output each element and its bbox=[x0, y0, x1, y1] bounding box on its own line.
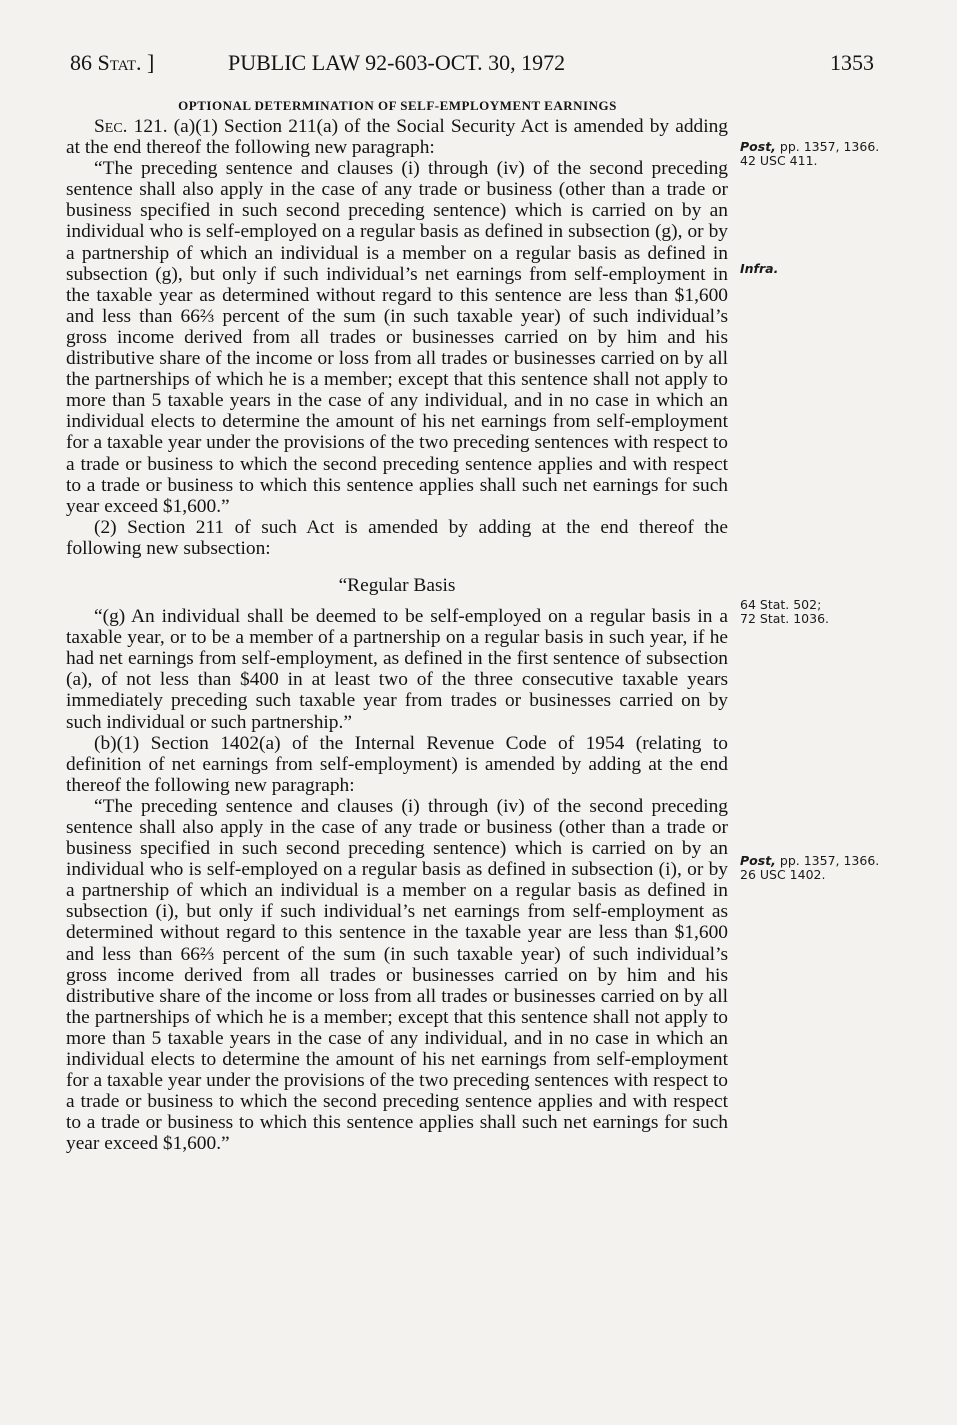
margin-note-stat-line1: 64 Stat. 502; bbox=[740, 597, 822, 612]
margin-note-post-label-2: Post, bbox=[740, 853, 776, 868]
paragraph-amendment-a: “The preceding sentence and clauses (i) through (iv) of the second preceding sentence shall also apply in the case of any trade or business (other than a trade or business specified in such second preceding sentence) which is carried on by an individual who is self-employed on a regular basis as defined in subsection (g), or by a partnership of which an individual is a member on a regular basis as defined in subsection (g), but only if such individual’s net earnings from self-employment in the taxable year as determined without regard to this sentence are less than $1,600 and less than 66⅔ percent of the sum (in such taxable year) of such individual’s gross income derived from all trades or businesses carried on by him and his distributive share of the income or loss from all trades or businesses carried on by all the partnerships of which he is a member; except that this sentence shall not apply to more than 5 taxable years in the case of any individual, and in no case in which an individual elects to determine the amount of his net earnings from self-employment for a taxable year under the provisions of the two preceding sentences with respect to a trade or business to which the second preceding sentence applies and with respect to a trade or business to which this sentence applies shall such net earnings for such year exceed $1,600.” bbox=[66, 158, 728, 517]
main-text bbox=[66, 116, 728, 1155]
margin-note-pages-2: pp. 1357, 1366. bbox=[775, 853, 880, 868]
paragraph-section-211: (2) Section 211 of such Act is amended by adding at the end thereof the following new subsection: bbox=[66, 516, 728, 559]
paragraph-sec-121-text: 121. (a)(1) Section 211(a) of the Social Security Act is amended by adding at the end thereof the following new paragraph: bbox=[66, 116, 728, 159]
paragraph-subsection-g: “(g) An individual shall be deemed to be self-employed on a regular basis in a taxable year, or to be a member of a partnership on a regular basis in such year, if he had net earnings from self-employment, as defined in the first sentence of subsection (a), of not less than $400 in at least two of the three consecutive taxable years immediately preceding such taxable year from trades or businesses carried on by such individual or such partnership.” bbox=[66, 606, 728, 733]
header-law-title: PUBLIC LAW 92-603-OCT. 30, 1972 bbox=[228, 50, 566, 75]
page-header bbox=[70, 50, 880, 86]
margin-note-stat-line2: 72 Stat. 1036. bbox=[740, 611, 830, 626]
margin-note-stat bbox=[740, 598, 890, 626]
section-title: OPTIONAL DETERMINATION OF SELF-EMPLOYMENT EARNINGS bbox=[178, 98, 617, 113]
margin-note-infra bbox=[740, 262, 890, 276]
paragraph-sec-121 bbox=[66, 116, 728, 158]
page-number: 1353 bbox=[830, 50, 874, 75]
margin-note-usc: 42 USC 411. bbox=[740, 153, 818, 168]
margin-note-post-2 bbox=[740, 854, 890, 882]
margin-note-usc-2: 26 USC 1402. bbox=[740, 867, 826, 882]
subheading-regular-basis: “Regular Basis bbox=[338, 574, 456, 596]
margin-note-post-1 bbox=[740, 140, 890, 168]
paragraph-amendment-b: “The preceding sentence and clauses (i) through (iv) of the second preceding sentence shall also apply in the case of any trade or business (other than a trade or business specified in such second preceding sentence) which is carried on by an individual who is self-employed on a regular basis as defined in subsection (i), or by a partnership of which an individual is a member on a regular basis as defined in subsection (i), but only if such individual’s net earnings from self-employment as determined without regard to this sentence in the taxable year are less than $1,600 and less than 66⅔ percent of the sum (in such taxable year) of such individual’s gross income derived from all trades or businesses carried on by him and his distributive share of the income or loss from all trades or businesses carried on by all the partnerships of which he is a member; except that this sentence shall not apply to more than 5 taxable years in the case of any individual, and in no case in which an individual elects to determine the amount of his net earnings from self-employment for a taxable year under the provisions of the two preceding sentences with respect to a trade or business to which the second preceding sentence applies and with respect to a trade or business to which this sentence applies shall such net earnings for such year exceed $1,600.” bbox=[66, 795, 728, 1155]
header-stat-reference: 86 Stat. ] bbox=[70, 50, 155, 75]
paragraph-section-1402: (b)(1) Section 1402(a) of the Internal Revenue Code of 1954 (relating to definition of net earnings from self-employment) is amended by adding at the end thereof the following new paragraph: bbox=[66, 732, 728, 796]
margin-note-pages: pp. 1357, 1366. bbox=[775, 139, 880, 154]
margin-note-infra-label: Infra. bbox=[740, 261, 779, 276]
margin-note-post-label: Post, bbox=[740, 139, 776, 154]
sec-label: Sec. bbox=[94, 116, 128, 137]
